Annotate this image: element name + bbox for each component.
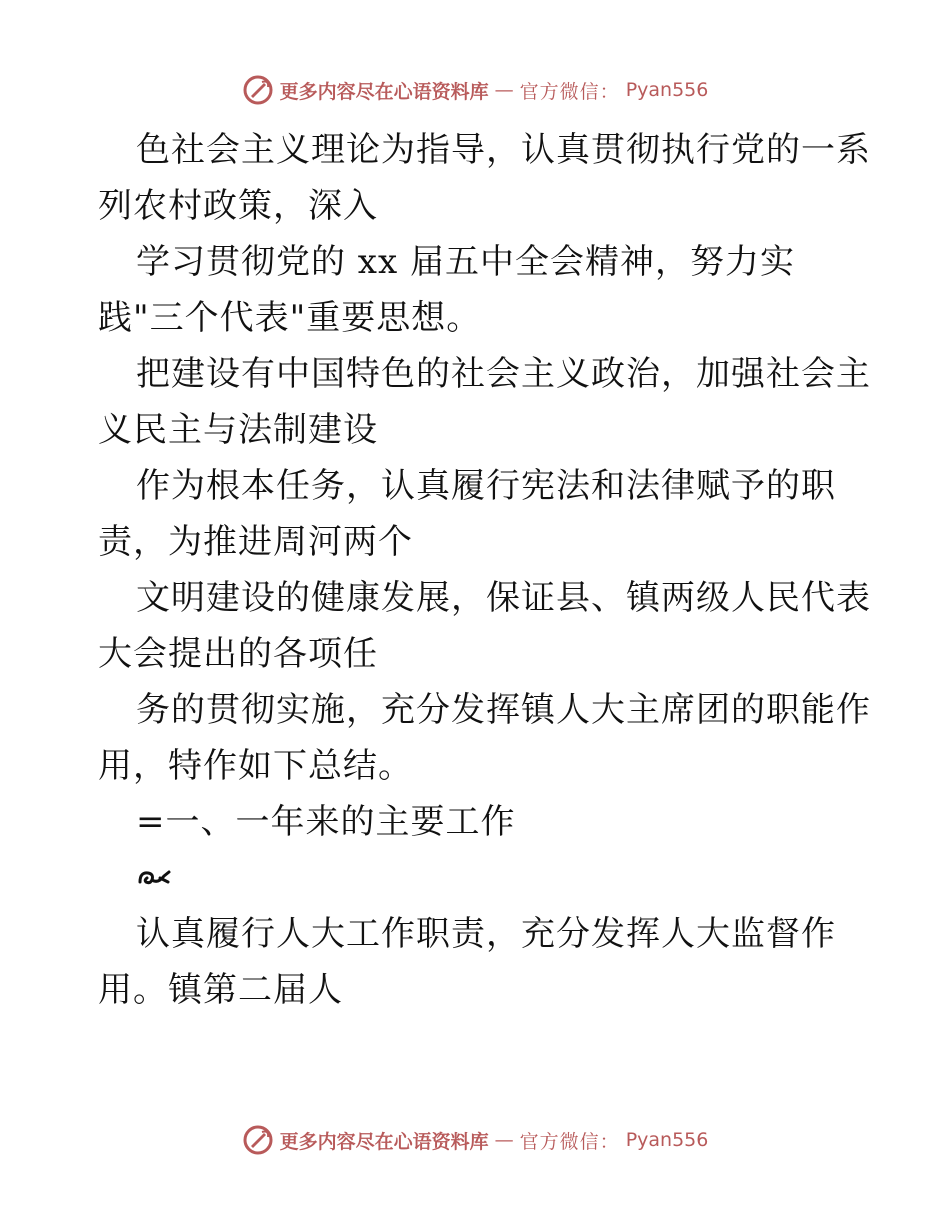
paragraph-line: 用。镇第二届人 <box>98 970 343 1010</box>
section-heading: =一、一年来的主要工作 <box>136 802 516 842</box>
paragraph-line: 认真履行人大工作职责，充分发挥人大监督作 <box>136 914 836 954</box>
quill-logo-icon <box>242 1124 274 1156</box>
paragraph-line: 文明建设的健康发展，保证县、镇两级人民代表 <box>136 578 871 618</box>
document-body <box>98 122 871 1018</box>
watermark-wechat-label: 官方微信： <box>519 1130 620 1153</box>
swirl-ornament-icon <box>136 864 172 892</box>
paragraph-line: 学习贯彻党的 xx 届五中全会精神，努力实 <box>136 242 795 282</box>
watermark-separator: — <box>494 79 514 101</box>
watermark-header <box>0 74 950 106</box>
ornament-row <box>98 850 858 906</box>
paragraph-line: 把建设有中国特色的社会主义政治，加强社会主 <box>136 354 871 394</box>
paragraph-line: 色社会主义理论为指导，认真贯彻执行党的一系 <box>136 130 871 170</box>
paragraph-line: 用，特作如下总结。 <box>98 746 413 786</box>
paragraph-line: 列农村政策，深入 <box>98 186 378 226</box>
paragraph-line: 大会提出的各项任 <box>98 634 378 674</box>
quill-logo-icon <box>242 74 274 106</box>
paragraph-line: 践"三个代表"重要思想。 <box>98 298 482 338</box>
paragraph-line: 义民主与法制建设 <box>98 410 378 450</box>
paragraph-line: 作为根本任务，认真履行宪法和法律赋予的职 <box>136 466 836 506</box>
paragraph-line: 责，为推进周河两个 <box>98 522 413 562</box>
watermark-wechat-id: Pyan556 <box>625 79 709 101</box>
watermark-separator: — <box>494 1129 514 1151</box>
watermark-wechat-label: 官方微信： <box>519 80 620 103</box>
paragraph-line: 务的贯彻实施，充分发挥镇人大主席团的职能作 <box>136 690 871 730</box>
watermark-wechat-id: Pyan556 <box>625 1129 709 1151</box>
watermark-footer <box>0 1124 950 1156</box>
watermark-text: 更多内容尽在心语资料库 <box>279 1130 489 1153</box>
watermark-text: 更多内容尽在心语资料库 <box>279 80 489 103</box>
